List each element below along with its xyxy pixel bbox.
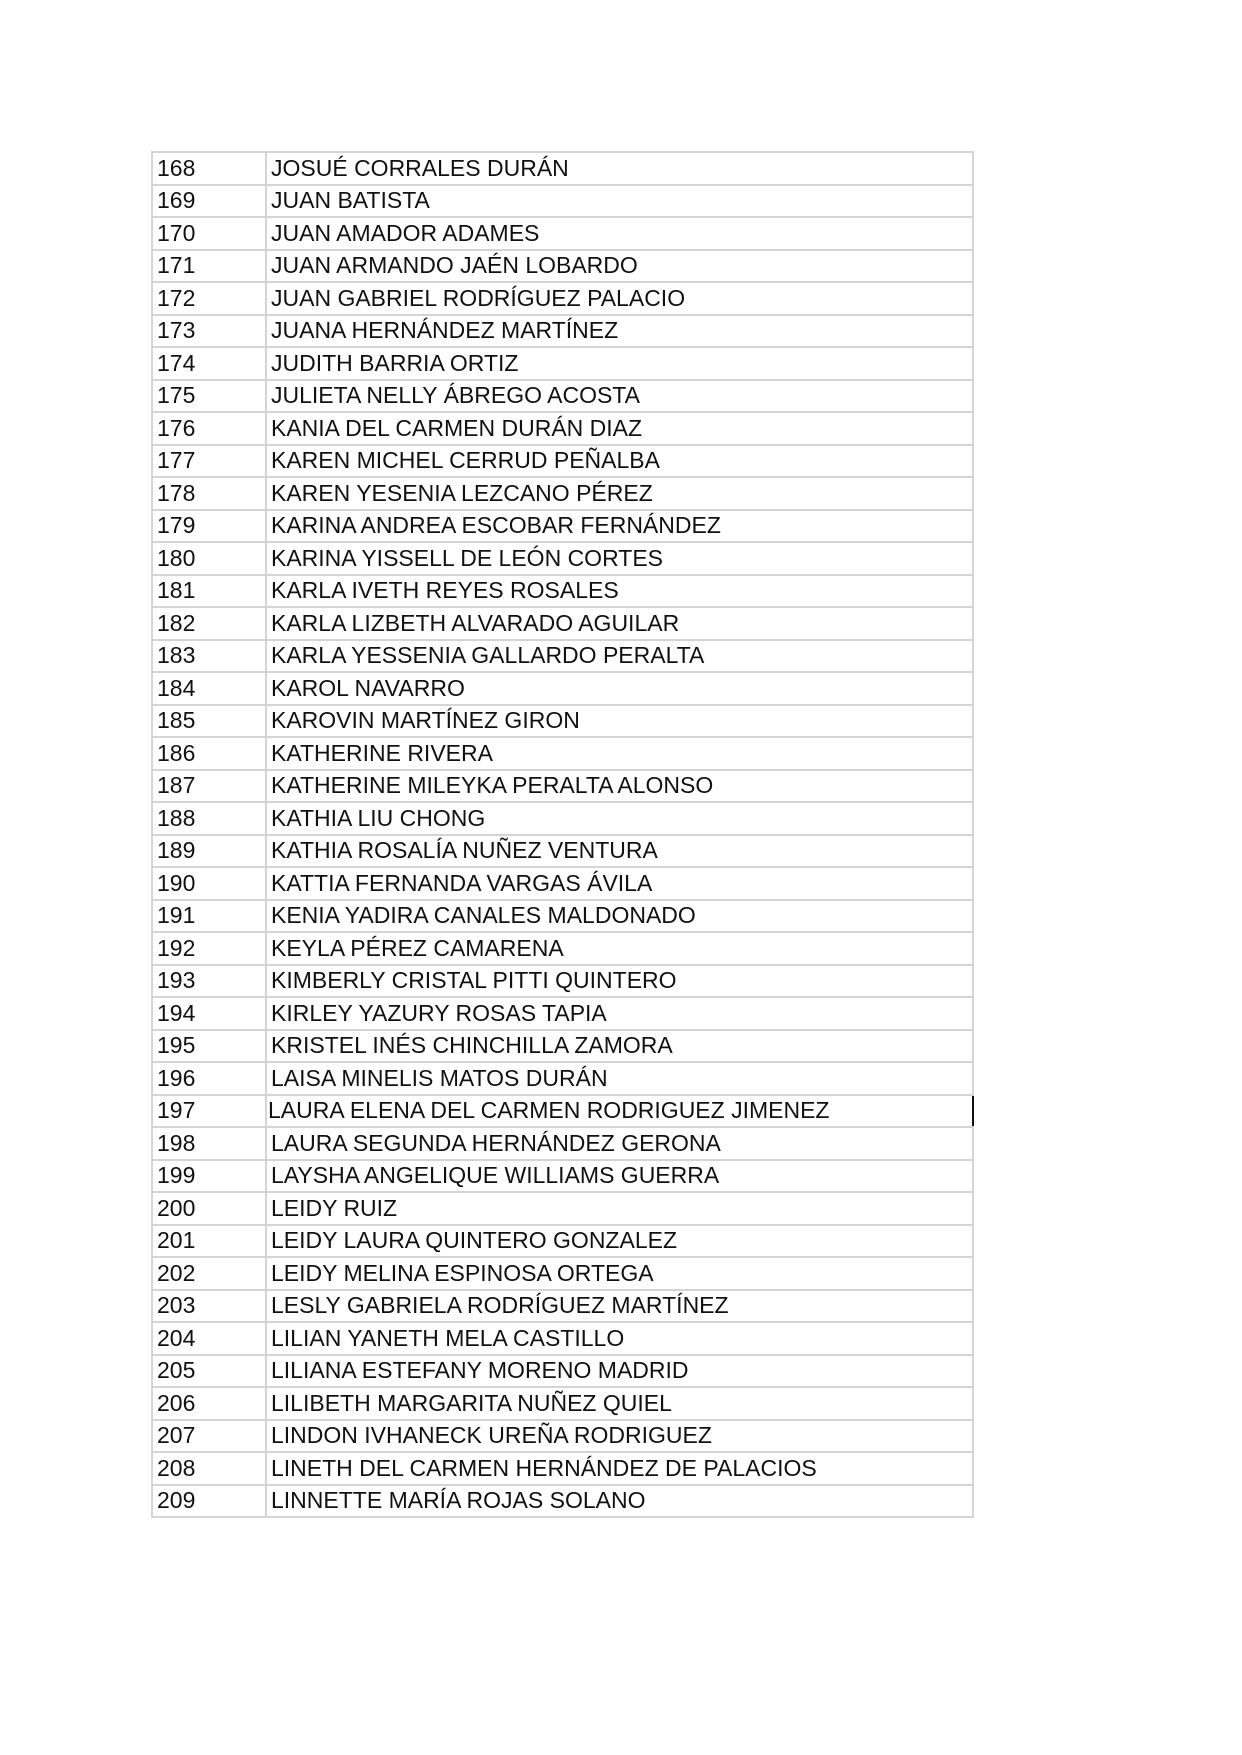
row-number-cell: 176: [152, 412, 266, 445]
table-row: [152, 932, 973, 965]
table-row: [152, 770, 973, 803]
table-row: [152, 1452, 973, 1485]
row-number-cell: 187: [152, 770, 266, 803]
table-row: [152, 965, 973, 998]
table-row: [152, 1257, 973, 1290]
person-name-cell: KAROL NAVARRO: [266, 672, 973, 705]
row-number-cell: 172: [152, 282, 266, 315]
row-number-cell: 180: [152, 542, 266, 575]
row-number-cell: 191: [152, 900, 266, 933]
person-name-cell: JUAN BATISTA: [266, 185, 973, 218]
row-number-cell: 199: [152, 1160, 266, 1193]
table-row: [152, 1322, 973, 1355]
table-row: [152, 185, 973, 218]
person-name-cell: LINETH DEL CARMEN HERNÁNDEZ DE PALACIOS: [266, 1452, 973, 1485]
person-name-cell: KEYLA PÉREZ CAMARENA: [266, 932, 973, 965]
table-row: [152, 575, 973, 608]
row-number-cell: 204: [152, 1322, 266, 1355]
table-row: [152, 835, 973, 868]
row-number-cell: 181: [152, 575, 266, 608]
person-name-cell: KIMBERLY CRISTAL PITTI QUINTERO: [266, 965, 973, 998]
table-row: [152, 412, 973, 445]
person-name-cell: KATHIA LIU CHONG: [266, 802, 973, 835]
table-row: [152, 1192, 973, 1225]
table-row: [152, 802, 973, 835]
person-name-cell: KARLA LIZBETH ALVARADO AGUILAR: [266, 607, 973, 640]
table-row: [152, 1290, 973, 1323]
person-name-cell: KATTIA FERNANDA VARGAS ÁVILA: [266, 867, 973, 900]
person-name-cell: LAISA MINELIS MATOS DURÁN: [266, 1062, 973, 1095]
row-number-cell: 201: [152, 1225, 266, 1258]
person-name-cell: LILIAN YANETH MELA CASTILLO: [266, 1322, 973, 1355]
row-number-cell: 189: [152, 835, 266, 868]
table-row: [152, 250, 973, 283]
row-number-cell: 194: [152, 997, 266, 1030]
person-name-cell: LESLY GABRIELA RODRÍGUEZ MARTÍNEZ: [266, 1290, 973, 1323]
person-name-cell: KATHERINE MILEYKA PERALTA ALONSO: [266, 770, 973, 803]
table-row: [152, 1160, 973, 1193]
person-name-cell: LINDON IVHANECK UREÑA RODRIGUEZ: [266, 1420, 973, 1453]
row-number-cell: 173: [152, 315, 266, 348]
row-number-cell: 182: [152, 607, 266, 640]
row-number-cell: 186: [152, 737, 266, 770]
table-row: [152, 477, 973, 510]
row-number-cell: 196: [152, 1062, 266, 1095]
row-number-cell: 174: [152, 347, 266, 380]
table-row: [152, 445, 973, 478]
name-list-table: [151, 151, 974, 1518]
row-number-cell: 184: [152, 672, 266, 705]
person-name-cell: JOSUÉ CORRALES DURÁN: [266, 152, 973, 185]
table-row: [152, 380, 973, 413]
row-number-cell: 206: [152, 1387, 266, 1420]
table-row: [152, 607, 973, 640]
person-name-cell: KARINA ANDREA ESCOBAR FERNÁNDEZ: [266, 510, 973, 543]
person-name-cell: KATHIA ROSALÍA NUÑEZ VENTURA: [266, 835, 973, 868]
table-row: [152, 1062, 973, 1095]
table-row: [152, 315, 973, 348]
person-name-cell: LEIDY MELINA ESPINOSA ORTEGA: [266, 1257, 973, 1290]
person-name-cell: KARLA IVETH REYES ROSALES: [266, 575, 973, 608]
table-row: [152, 152, 973, 185]
person-name-cell: LAURA SEGUNDA HERNÁNDEZ GERONA: [266, 1127, 973, 1160]
table-row: [152, 347, 973, 380]
table-row: [152, 705, 973, 738]
row-number-cell: 203: [152, 1290, 266, 1323]
person-name-cell: LILIBETH MARGARITA NUÑEZ QUIEL: [266, 1387, 973, 1420]
row-number-cell: 195: [152, 1030, 266, 1063]
person-name-cell: LEIDY LAURA QUINTERO GONZALEZ: [266, 1225, 973, 1258]
table-row: [152, 997, 973, 1030]
table-row: [152, 672, 973, 705]
row-number-cell: 197: [152, 1095, 266, 1128]
person-name-cell: KIRLEY YAZURY ROSAS TAPIA: [266, 997, 973, 1030]
table-row: [152, 1420, 973, 1453]
table-row: [152, 1485, 973, 1518]
row-number-cell: 190: [152, 867, 266, 900]
table-row: [152, 640, 973, 673]
person-name-cell: KAREN YESENIA LEZCANO PÉREZ: [266, 477, 973, 510]
table-row: [152, 282, 973, 315]
person-name-cell: KATHERINE RIVERA: [266, 737, 973, 770]
table-row: [152, 542, 973, 575]
row-number-cell: 202: [152, 1257, 266, 1290]
row-number-cell: 193: [152, 965, 266, 998]
person-name-cell: KAROVIN MARTÍNEZ GIRON: [266, 705, 973, 738]
person-name-cell: LILIANA ESTEFANY MORENO MADRID: [266, 1355, 973, 1388]
person-name-cell: KAREN MICHEL CERRUD PEÑALBA: [266, 445, 973, 478]
person-name-cell: LEIDY RUIZ: [266, 1192, 973, 1225]
table-row: [152, 1387, 973, 1420]
table-row: [152, 1225, 973, 1258]
person-name-cell: JUDITH BARRIA ORTIZ: [266, 347, 973, 380]
person-name-cell: LAURA ELENA DEL CARMEN RODRIGUEZ JIMENEZ: [266, 1095, 973, 1128]
table-row: [152, 1030, 973, 1063]
row-number-cell: 170: [152, 217, 266, 250]
row-number-cell: 200: [152, 1192, 266, 1225]
person-name-cell: KARINA YISSELL DE LEÓN CORTES: [266, 542, 973, 575]
table-row: [152, 1095, 973, 1128]
table-row: [152, 737, 973, 770]
row-number-cell: 171: [152, 250, 266, 283]
person-name-cell: JUAN GABRIEL RODRÍGUEZ PALACIO: [266, 282, 973, 315]
row-number-cell: 198: [152, 1127, 266, 1160]
person-name-cell: JULIETA NELLY ÁBREGO ACOSTA: [266, 380, 973, 413]
row-number-cell: 208: [152, 1452, 266, 1485]
row-number-cell: 188: [152, 802, 266, 835]
row-number-cell: 209: [152, 1485, 266, 1518]
row-number-cell: 205: [152, 1355, 266, 1388]
row-number-cell: 168: [152, 152, 266, 185]
table-body: [152, 152, 973, 1517]
row-number-cell: 192: [152, 932, 266, 965]
row-number-cell: 185: [152, 705, 266, 738]
table-row: [152, 510, 973, 543]
row-number-cell: 169: [152, 185, 266, 218]
person-name-cell: KANIA DEL CARMEN DURÁN DIAZ: [266, 412, 973, 445]
person-name-cell: KENIA YADIRA CANALES MALDONADO: [266, 900, 973, 933]
table-row: [152, 1355, 973, 1388]
person-name-cell: JUAN AMADOR ADAMES: [266, 217, 973, 250]
table-row: [152, 867, 973, 900]
person-name-cell: LINNETTE MARÍA ROJAS SOLANO: [266, 1485, 973, 1518]
person-name-cell: KRISTEL INÉS CHINCHILLA ZAMORA: [266, 1030, 973, 1063]
row-number-cell: 178: [152, 477, 266, 510]
row-number-cell: 207: [152, 1420, 266, 1453]
table-row: [152, 217, 973, 250]
row-number-cell: 177: [152, 445, 266, 478]
row-number-cell: 179: [152, 510, 266, 543]
person-name-cell: JUAN ARMANDO JAÉN LOBARDO: [266, 250, 973, 283]
person-name-cell: KARLA YESSENIA GALLARDO PERALTA: [266, 640, 973, 673]
row-number-cell: 183: [152, 640, 266, 673]
table-row: [152, 1127, 973, 1160]
person-name-cell: LAYSHA ANGELIQUE WILLIAMS GUERRA: [266, 1160, 973, 1193]
table-row: [152, 900, 973, 933]
person-name-cell: JUANA HERNÁNDEZ MARTÍNEZ: [266, 315, 973, 348]
row-number-cell: 175: [152, 380, 266, 413]
